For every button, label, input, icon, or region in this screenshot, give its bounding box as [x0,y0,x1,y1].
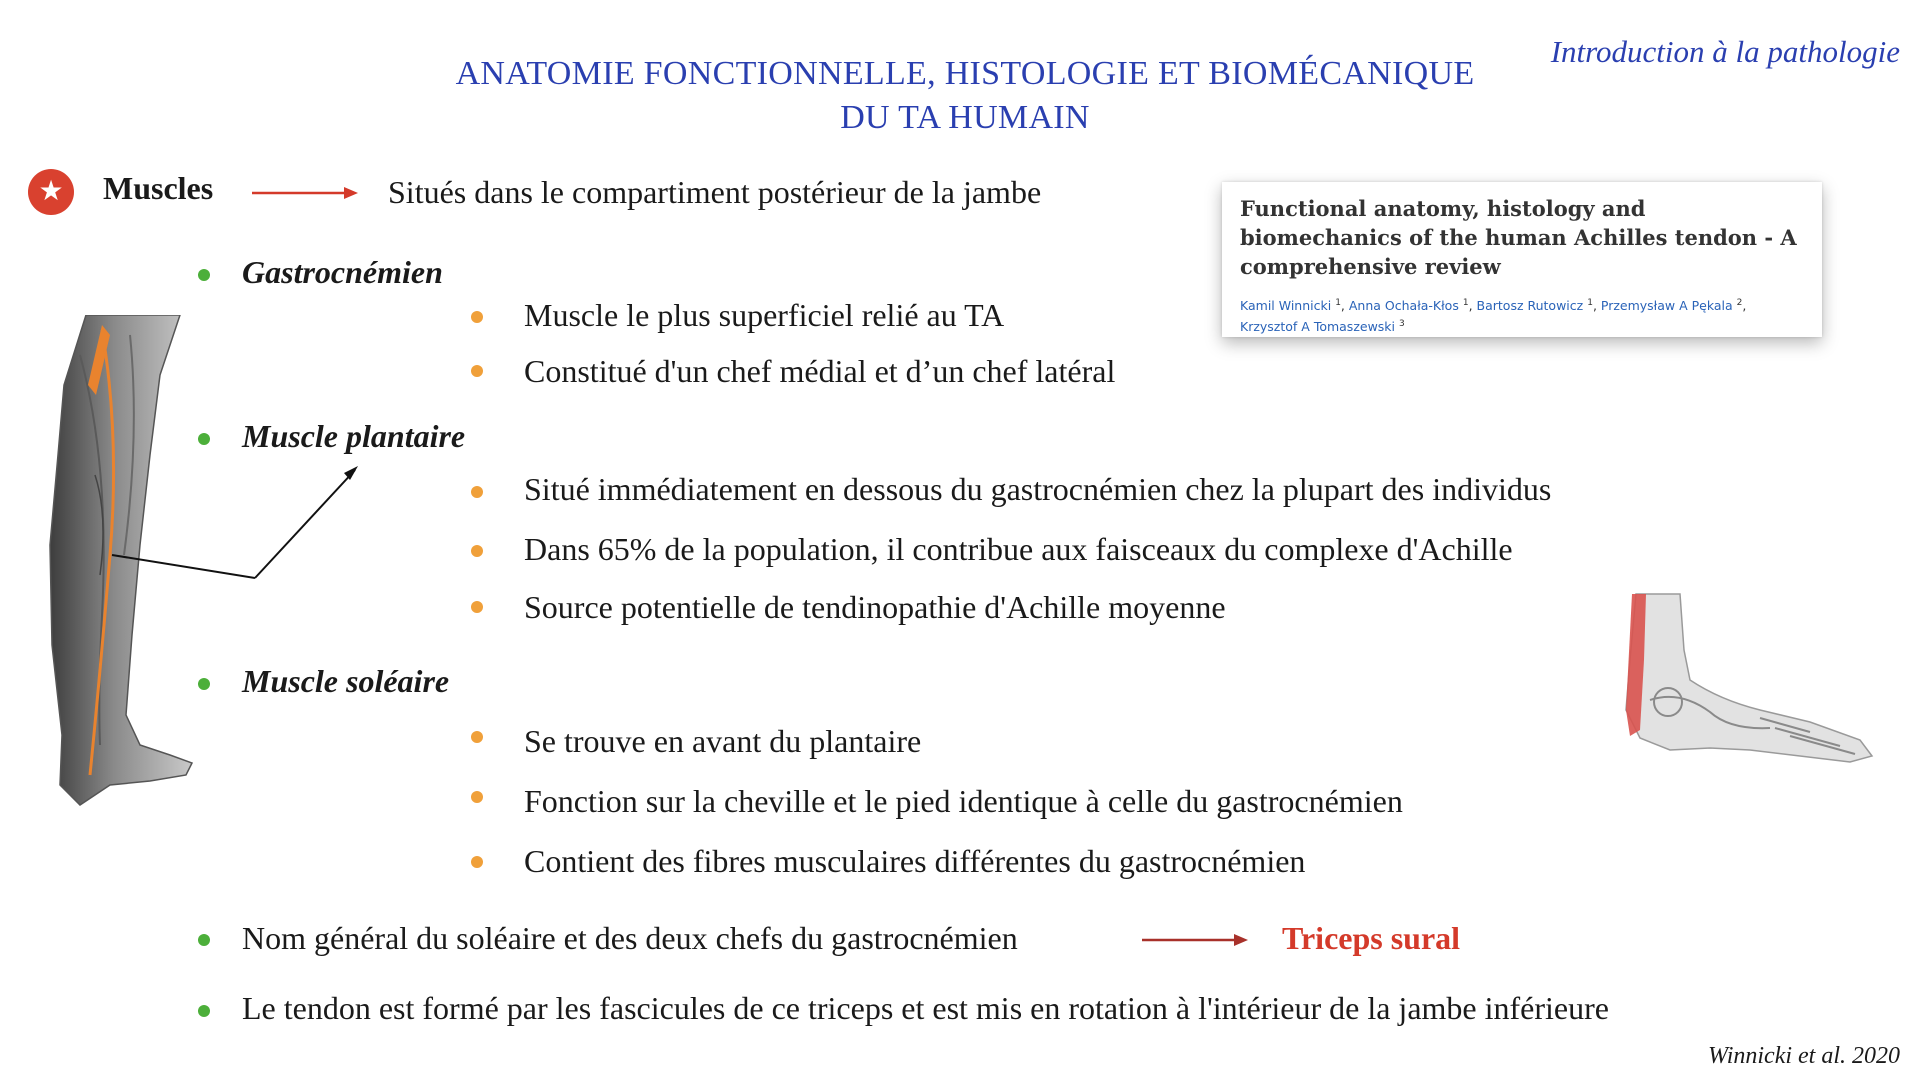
reference-authors: Kamil Winnicki $^1$, Anna Ochała-Kłos $^1$, Bartosz Rutowicz $^1$, Przemysław A Pękala $^2$, Krzysztof A Tomaszewski $^3$ [1240,298,1747,335]
item-point: Source potentielle de tendinopathie d'Achille moyenne [524,589,1226,625]
bullet-green [198,1005,210,1017]
section-tag: Introduction à la pathologie [1550,34,1900,69]
item-point: Contient des fibres musculaires différentes du gastrocnémien [524,843,1306,879]
item-point: Fonction sur la cheville et le pied identique à celle du gastrocnémien [524,783,1403,819]
bullet-orange [471,731,483,743]
general-name-text: Nom général du soléaire et des deux chefs du gastrocnémien [242,920,1018,956]
item-title-plantaire: Muscle plantaire [242,418,466,454]
author-name[interactable]: Anna Ochała-Kłos $^1$ [1348,298,1469,314]
author-name[interactable]: Bartosz Rutowicz $^1$ [1476,298,1593,314]
bullet-orange [471,601,483,613]
bullet-green [198,433,210,445]
ankle-achilles-illustration [1610,590,1880,790]
arrow-right-icon [250,185,360,201]
reference-title: Functional anatomy, histology and biomechanics of the human Achilles tendon - A comprehensive review [1240,196,1797,279]
source-credit: Winnicki et al. 2020 [1708,1043,1900,1069]
bullet-green [198,678,210,690]
section-description: Situés dans le compartiment postérieur de la jambe [388,174,1042,210]
reference-card [1222,182,1822,337]
item-title-gastrocnemien: Gastrocnémien [242,254,443,290]
author-name[interactable]: Przemysław A Pękala $^2$ [1600,298,1743,314]
star-badge-icon: ★ [28,169,74,215]
bullet-orange [471,856,483,868]
slide-title-line2: DU TA HUMAIN [840,99,1090,136]
item-point: Dans 65% de la population, il contribue aux faisceaux du complexe d'Achille [524,531,1513,567]
bullet-orange [471,311,483,323]
triceps-sural-term: Triceps sural [1282,920,1461,956]
item-point: Muscle le plus superficiel relié au TA [524,297,1005,333]
tendon-note-text: Le tendon est formé par les fascicules de ce triceps et est mis en rotation à l'intérieur de la jambe inférieure [242,990,1609,1026]
bullet-green [198,934,210,946]
bullet-green [198,269,210,281]
bullet-orange [471,365,483,377]
item-point: Situé immédiatement en dessous du gastrocnémien chez la plupart des individus [524,471,1552,507]
slide-title [420,52,1510,140]
section-label: Muscles [103,170,214,206]
item-point: Se trouve en avant du plantaire [524,723,922,759]
slide-title-line1: ANATOMIE FONCTIONNELLE, HISTOLOGIE ET BIOMÉCANIQUE [455,55,1475,92]
author-name[interactable]: Krzysztof A Tomaszewski $^3$ [1240,319,1405,335]
item-point: Constitué d'un chef médial et d’un chef latéral [524,353,1116,389]
bullet-orange [471,486,483,498]
plantaris-pointer-arrow [110,460,370,590]
bullet-orange [471,545,483,557]
bullet-orange [471,791,483,803]
item-title-soleaire: Muscle soléaire [242,663,450,699]
author-name[interactable]: Kamil Winnicki $^1$ [1240,298,1341,314]
arrow-right-icon [1140,932,1252,948]
